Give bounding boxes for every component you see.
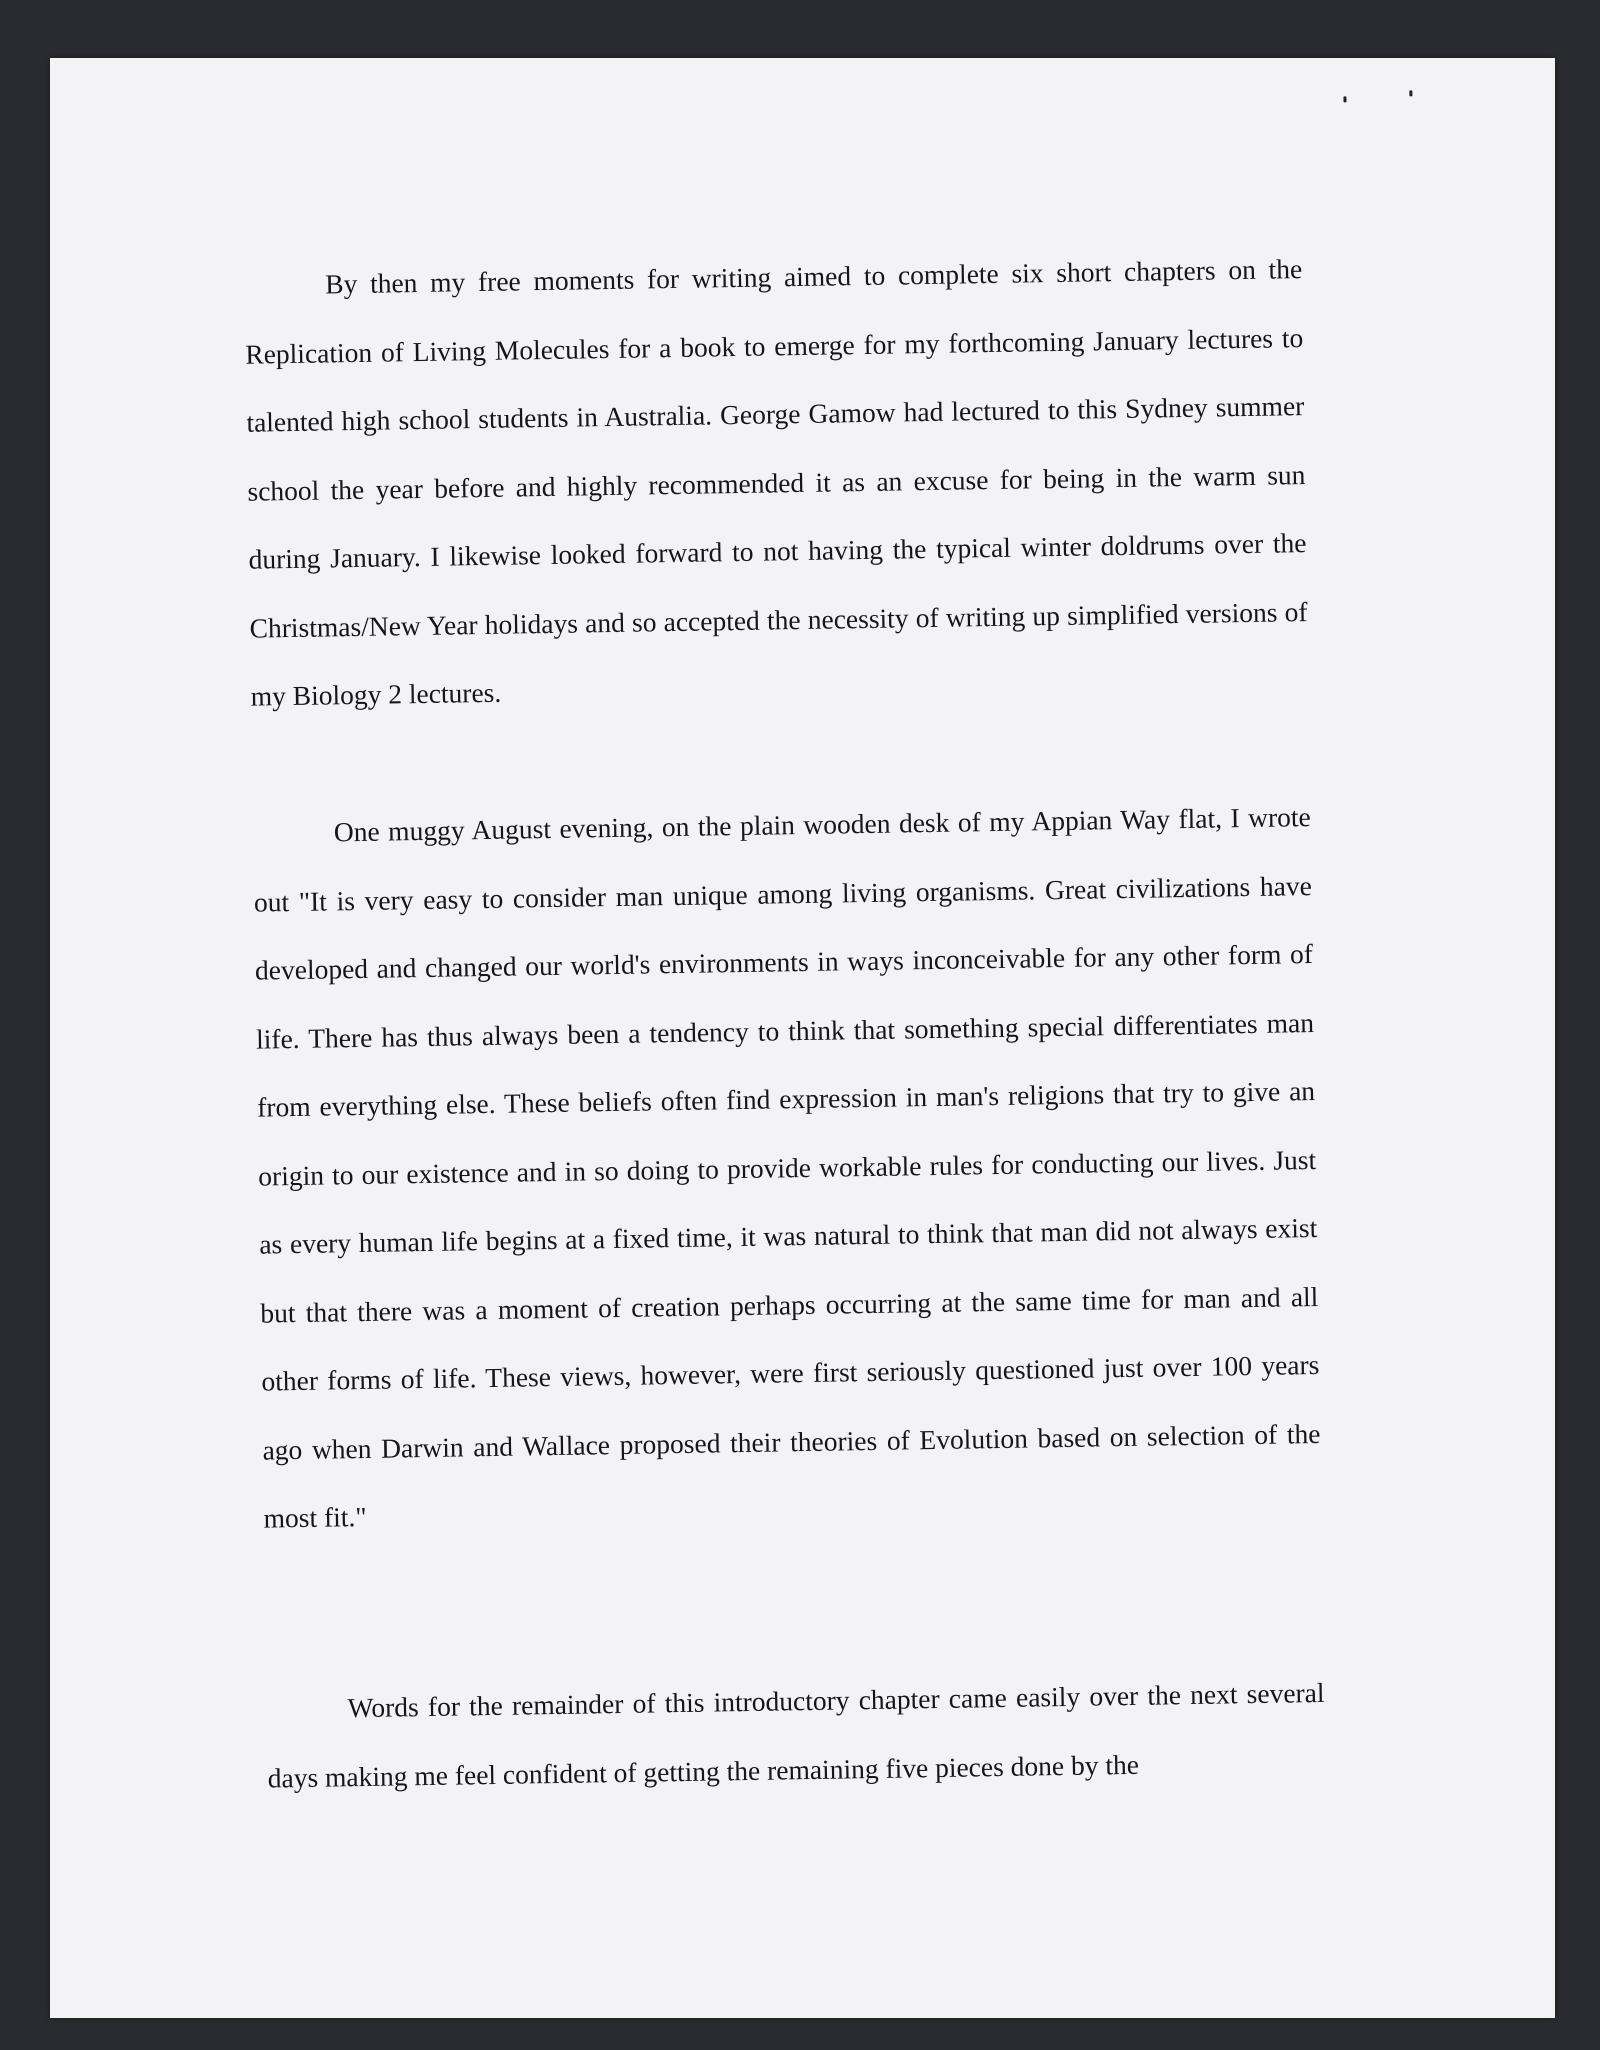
- document-page: [50, 58, 1555, 2018]
- ink-mark: [1343, 96, 1346, 102]
- page-content: [41, 46, 1577, 2029]
- paragraph-3: Words for the remainder of this introductory chapter came easily over the next several days making me feel confident of getting the remaining five pieces done by the: [267, 1676, 1325, 1794]
- ink-mark: [1409, 90, 1412, 96]
- paragraph-2: One muggy August evening, on the plain wooden desk of my Appian Way flat, I wrote out "It is very easy to consider man unique among living organisms. Great civilizations have developed and changed our world's environments in ways inconceivable for any other form of life. There has thus always been a tendency to think that something special differentiates man from everything else. These beliefs often find expression in man's religions that try to give an origin to our existence and in so doing to provide workable rules for conducting our lives. Just as every human life begins at a fixed time, it was natural to think that man did not always exist but that there was a moment of creation perhaps occurring at the same time for man and all other forms of life. These views, however, were first seriously questioned just over 100 years ago when Darwin and Wallace proposed their theories of Evolution based on selection of the most fit.": [253, 801, 1321, 1534]
- paragraph-1: By then my free moments for writing aimed to complete six short chapters on the Replication of Living Molecules for a book to emerge for my forthcoming January lectures to talented high school students in Australia. George Gamow had lectured to this Sydney summer school the year before and highly recommended it as an excuse for being in the warm sun during January. I likewise looked forward to not having the typical winter doldrums over the Christmas/New Year holidays and so accepted the necessity of writing up simplified versions of my Biology 2 lectures.: [245, 253, 1308, 712]
